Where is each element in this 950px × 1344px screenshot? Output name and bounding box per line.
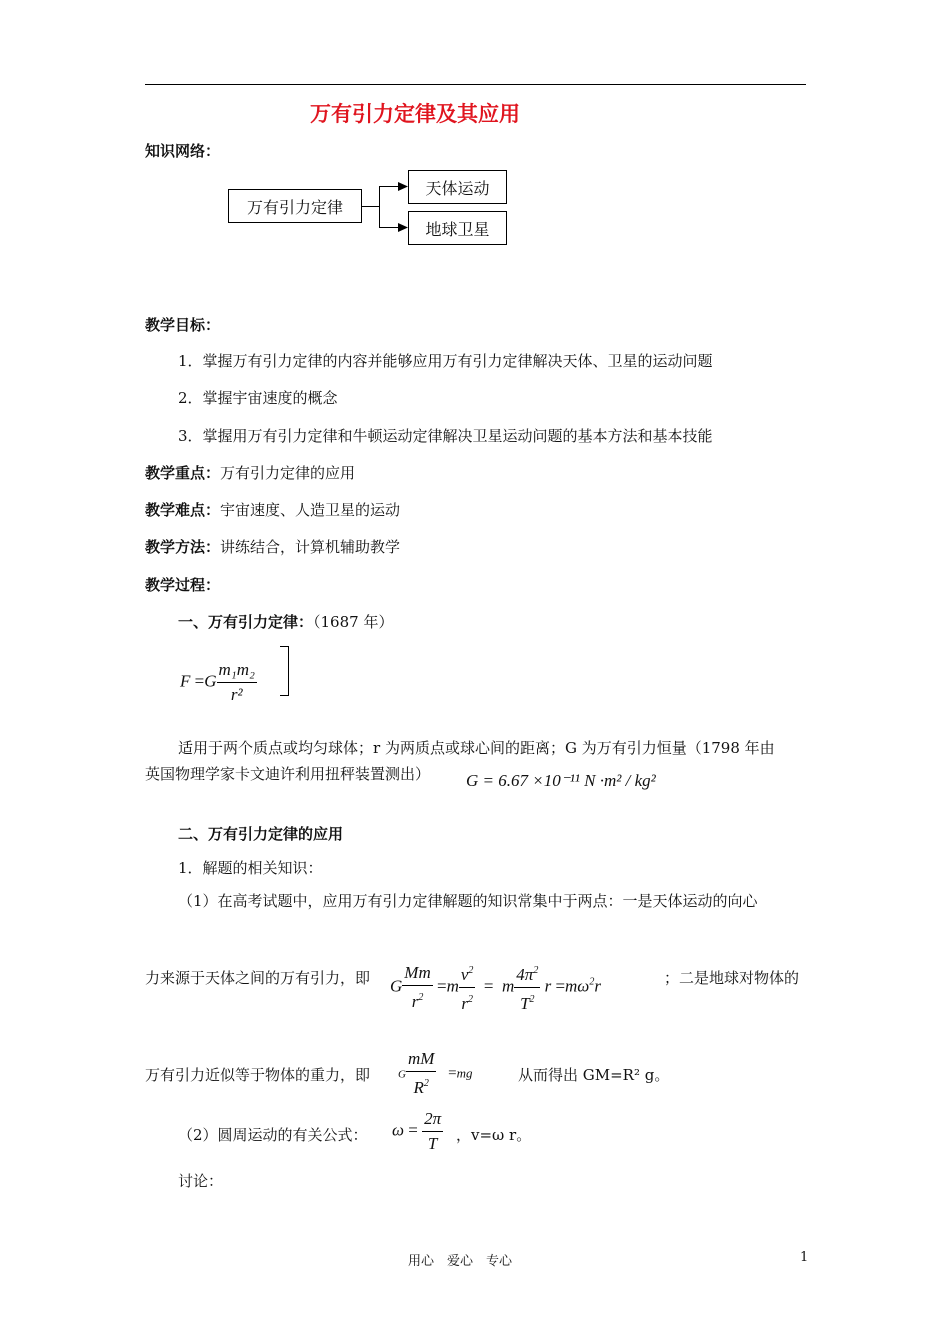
discuss-label: 讨论： [178,1172,224,1190]
arrow-head-top [398,182,408,191]
method-text: 讲练结合，计算机辅助教学 [220,538,401,556]
network-root-label: 万有引力定律 [246,197,343,217]
section2-heading: 二、万有引力定律的应用 [178,825,344,843]
formula-coef: G [204,671,217,691]
gravitation-formula [180,659,257,706]
network-heading: 知识网络： [145,142,221,160]
formula-denominator: r² [230,685,243,704]
para1-line2: 英国物理学家卡文迪许利用扭秤装置测出） [145,765,431,783]
key-point-text: 万有引力定律的应用 [220,464,356,482]
para2-line2-post: ；二是地球对物体的 [664,969,800,987]
network-branch-box-1 [408,170,507,204]
para2-line2-pre: 力来源于天体之间的万有引力，即 [145,969,371,987]
para1-line1: 适用于两个质点或均匀球体；r 为两质点或球心间的距离；G 为万有引力恒量（1798 年由 [178,739,775,757]
arrow-head-bottom [398,223,408,232]
section1-line [178,611,393,632]
connector-v [379,186,380,228]
para2-line3-pre: 万有引力近似等于物体的重力，即 [145,1066,371,1084]
omega-formula: ω = $\frac{2\pi}{T}$ [392,1109,442,1153]
difficulty-line [145,499,400,520]
sub1-heading: 1．解题的相关知识： [178,859,323,877]
key-point-label: 教学重点： [145,464,221,482]
section1-heading: 一、万有引力定律： [178,613,314,631]
key-point-line [145,462,355,483]
difficulty-label: 教学难点： [145,501,221,519]
connector-h [362,206,379,207]
method-label: 教学方法： [145,538,221,556]
network-branch-box-2 [408,211,507,245]
goal-item-3: 3．掌握用万有引力定律和牛顿运动定律解决卫星运动问题的基本方法和基本技能 [178,427,713,445]
para2-line1: （1）在高考试题中，应用万有引力定律解题的知识常集中于两点：一是天体运动的向心 [178,892,758,910]
gravity-formula: G $\frac{mM}{R^2}$ =mg [398,1049,473,1097]
arrowheads [398,181,408,233]
constant-formula: G = 6.67 ×10⁻¹¹ N ·m² / kg² [466,771,656,790]
centripetal-formula: G $\frac{Mm}{r^2}$ =m $\frac{v^2}{r^2}$ = m $\frac{4\pi^2}{T^2}$ $r =m\omega^2r$ [390,960,601,1015]
section1-year: （1687 年） [313,613,394,631]
page-title: 万有引力定律及其应用 [310,102,520,126]
para2-line3-post: 从而得出 GM=R² g。 [518,1066,670,1084]
process-label: 教学过程： [145,576,221,594]
network-branch-label-2: 地球卫星 [425,219,490,239]
page-number: 1 [800,1250,809,1265]
formula-bracket [280,646,289,696]
para3-post: ，v=ω r。 [456,1126,532,1144]
network-root-box [228,189,362,223]
network-branch-label-1: 天体运动 [425,178,490,198]
formula-eq: = [194,671,205,691]
method-line [145,536,400,557]
difficulty-text: 宇宙速度、人造卫星的运动 [220,501,401,519]
header-rule [145,84,806,85]
para3-pre: （2）圆周运动的有关公式： [178,1126,368,1144]
formula-fraction [217,659,257,706]
formula-numerator: m₁m₂ [217,659,257,683]
goals-heading: 教学目标： [145,316,221,334]
goal-item-2: 2．掌握宇宙速度的概念 [178,389,338,407]
formula-lhs: F [180,671,191,691]
goal-item-1: 1．掌握万有引力定律的内容并能够应用万有引力定律解决天体、卫星的运动问题 [178,352,713,370]
footer-motto: 用心 爱心 专心 [408,1254,513,1269]
